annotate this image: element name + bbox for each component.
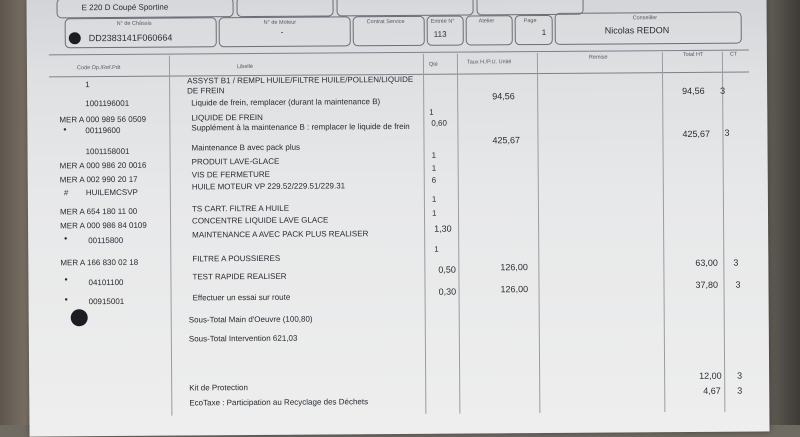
page-label: Page	[523, 18, 537, 25]
conseiller-value: Nicolas REDON	[604, 25, 670, 36]
entree-label: Entrée N°	[430, 18, 455, 25]
line-code: 1001158001	[85, 146, 130, 157]
col-sep-4	[537, 53, 541, 413]
line-libelle: HUILE MOTEUR VP 229.52/229.51/229.31	[191, 181, 346, 192]
line-taux: 126,00	[500, 284, 529, 295]
line-qte: 1	[431, 194, 437, 204]
line-code: MER A 000 989 56 0509	[59, 114, 147, 125]
line-libelle: VIS DE FERMETURE	[191, 169, 270, 180]
line-code: MER A 000 986 84 0109	[60, 220, 147, 231]
line-ct: 3	[733, 257, 739, 268]
subtotal-intervention: Sous-Total Intervention 621,03	[188, 333, 298, 344]
line-ct: 3	[724, 127, 730, 138]
punch-hole-top	[69, 32, 81, 44]
line-total: 63,00	[695, 257, 718, 268]
line-code: 00915001	[88, 296, 125, 307]
col-sep-5	[662, 52, 666, 412]
line-code: MER A 002 990 20 17	[59, 174, 138, 185]
line-qte: 1	[434, 244, 439, 254]
col-remise: Remise	[588, 54, 608, 61]
line-libelle: MAINTENANCE A AVEC PACK PLUS REALISER	[192, 229, 369, 240]
extra-total: 12,00	[699, 370, 722, 381]
col-code: Code Op./Ref.Pdt	[76, 64, 121, 72]
line-libelle: TS CART. FILTRE A HUILE	[191, 203, 290, 214]
extra-ct: 3	[737, 385, 743, 396]
col-libelle: Libellé	[236, 64, 253, 71]
column-header-top-line	[49, 50, 749, 56]
line-libelle: PRODUIT LAVE-GLACE	[191, 156, 280, 167]
line-libelle: LIQUIDE DE FREIN	[191, 112, 263, 123]
contrat-label: Contrat Service	[366, 18, 405, 26]
line-ct: 3	[720, 85, 726, 96]
header-box-3	[336, 0, 473, 16]
extra-total: 4,67	[703, 385, 721, 396]
line-libelle: CONCENTRE LIQUIDE LAVE GLACE	[192, 215, 329, 226]
moteur-value: -	[280, 27, 284, 37]
line-total: 94,56	[682, 85, 705, 97]
line-libelle: Liquide de frein, remplacer (durant la maintenance B)	[191, 97, 381, 108]
line-code: MER A 000 986 20 0016	[59, 160, 147, 171]
line-qte: 1	[431, 208, 437, 218]
header-box-2	[236, 0, 333, 17]
col-total: Total HT	[682, 51, 704, 59]
row-bullet: •	[64, 274, 68, 285]
line-qte: 0,50	[438, 264, 456, 275]
col-ct: CT	[729, 51, 738, 58]
col-sep-2	[423, 54, 427, 414]
line-total: 37,80	[695, 279, 719, 290]
punch-hole-bottom	[71, 309, 88, 326]
line-taux: 425,67	[492, 135, 521, 146]
line-code: 00119600	[85, 125, 121, 136]
col-sep-3	[457, 54, 461, 414]
row-bullet: •	[64, 233, 68, 244]
line-code: MER A 654 180 11 00	[59, 206, 138, 217]
extra-label: EcoTaxe : Participation au Recyclage des Déchets	[189, 397, 369, 408]
line-qte: 1	[431, 150, 437, 160]
line-libelle: FILTRE A POUSSIERES	[192, 253, 281, 264]
line-code: 04101100	[88, 277, 124, 288]
line-libelle: DE FREIN	[187, 86, 225, 96]
entree-value: 113	[433, 29, 447, 39]
extra-ct: 3	[737, 370, 743, 381]
line-code: HUILEMCSVP	[85, 187, 138, 198]
line-code: 00115800	[88, 235, 124, 246]
atelier-label: Atelier	[478, 18, 495, 25]
col-sep-6	[722, 52, 726, 412]
page-value: 1	[541, 27, 547, 37]
line-taux: 126,00	[500, 262, 528, 273]
moteur-label: N° de Moteur	[263, 19, 297, 26]
subtotal-main-oeuvre: Sous-Total Main d'Oeuvre (100,80)	[188, 314, 313, 325]
line-libelle: Supplément à la maintenance B : remplacer le liquide de frein	[191, 121, 410, 133]
line-code: MER A 166 830 02 18	[60, 257, 139, 268]
col-taux: Taux H./P.U. Unité	[466, 59, 512, 66]
conseiller-label: Conseiller	[632, 15, 658, 22]
line-qte: 1	[431, 163, 437, 173]
line-libelle: Maintenance B avec pack plus	[191, 142, 301, 153]
line-taux: 94,56	[492, 91, 515, 102]
line-qte: 0,30	[438, 286, 457, 297]
line-libelle: ASSYST B1 / REMPL HUILE/FILTRE HUILE/POLLEN/LIQUIDE	[187, 74, 414, 86]
extra-label: Kit de Protection	[189, 383, 248, 393]
line-qte: 1,30	[434, 223, 452, 234]
line-qte: 6	[431, 175, 437, 185]
line-code: 1001196001	[85, 98, 130, 109]
row-hash: #	[63, 188, 69, 198]
line-libelle: Effectuer un essai sur route	[192, 292, 291, 303]
row-bullet: •	[63, 124, 67, 135]
col-sep-1	[169, 56, 173, 416]
vehicle-model: E 220 D Coupé Sportine	[81, 2, 169, 13]
line-ct: 3	[735, 279, 741, 290]
line-total: 425,67	[682, 128, 711, 140]
col-qte: Qté	[428, 61, 438, 68]
chassis-value: DD2383141F060664	[88, 32, 173, 44]
line-libelle: TEST RAPIDE REALISER	[192, 271, 287, 282]
row-bullet: •	[64, 294, 68, 305]
invoice-sheet	[26, 0, 769, 437]
line-qte: 1	[429, 107, 434, 117]
chassis-label: N° de Châssis	[116, 20, 152, 27]
line-code: 1	[85, 80, 90, 90]
line-qte: 0,60	[431, 118, 447, 128]
